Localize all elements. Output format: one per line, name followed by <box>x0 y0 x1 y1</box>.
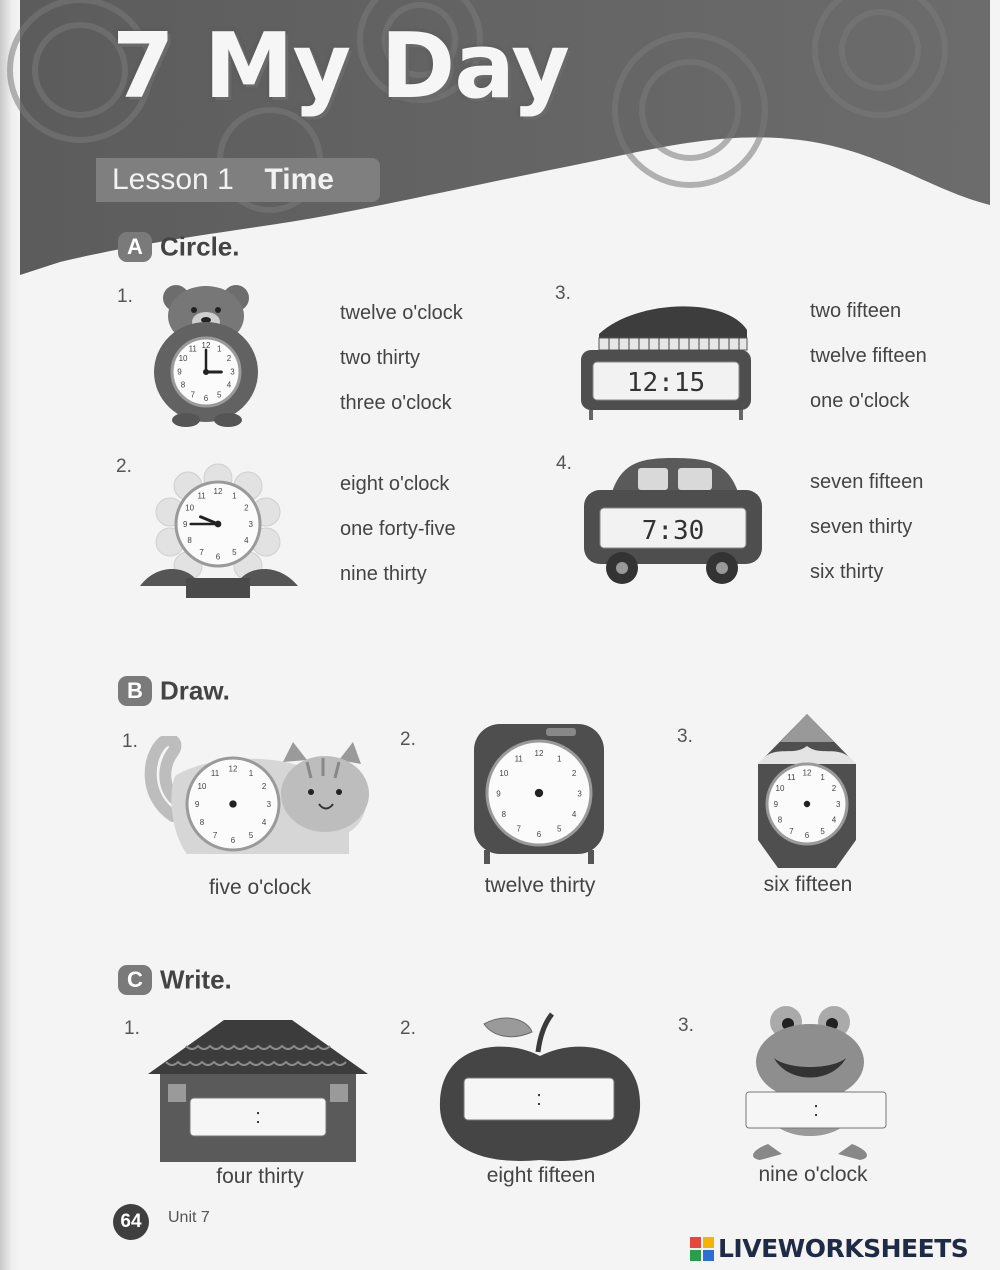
clock-numeral: 1 <box>232 491 237 501</box>
a3-option-2[interactable]: twelve fifteen <box>810 345 927 367</box>
a4-option-1[interactable]: seven fifteen <box>810 471 924 493</box>
clock-numeral: 2 <box>226 354 232 364</box>
clock-numeral: 3 <box>835 799 841 809</box>
c1-caption: four thirty <box>216 1165 304 1188</box>
clock-numeral: 4 <box>226 380 232 390</box>
clock-numeral: 3 <box>266 800 272 810</box>
clock-numeral: 7 <box>789 826 794 836</box>
b1-number: 1. <box>122 731 138 752</box>
clock-numeral: 6 <box>804 831 810 840</box>
clock-numeral: 10 <box>775 784 785 794</box>
clock-numeral: 2 <box>831 784 837 794</box>
b2-number: 2. <box>400 729 416 750</box>
lesson-prefix: Lesson <box>112 163 209 196</box>
clock-numeral: 10 <box>185 503 195 513</box>
c3-blank-wrap <box>738 1004 894 1164</box>
c3-time-blank[interactable]: : <box>813 1099 819 1121</box>
car-clock-illustration <box>582 454 766 588</box>
a1-number: 1. <box>117 286 133 307</box>
clock-numeral: 12 <box>228 764 238 774</box>
cat-clock-illustration[interactable] <box>143 736 373 864</box>
clock-numeral: 5 <box>232 548 237 558</box>
clock-numeral: 8 <box>501 809 507 819</box>
b2-caption: twelve thirty <box>484 874 596 897</box>
c3-caption: nine o'clock <box>758 1163 868 1186</box>
clock-numeral: 4 <box>261 818 267 828</box>
clock-numeral: 7 <box>212 831 218 841</box>
clock-numeral: 1 <box>820 772 825 782</box>
a4-number: 4. <box>556 453 572 474</box>
c2-blank-wrap <box>436 1012 646 1164</box>
clock-numeral: 12 <box>534 748 544 758</box>
clock-numeral: 6 <box>536 830 542 840</box>
clock-numeral: 10 <box>178 354 188 364</box>
clock-center-dot <box>535 789 543 797</box>
liveworksheets-logo-icon <box>690 1237 714 1261</box>
clock-numeral: 5 <box>217 390 222 400</box>
a4-digital-display: 7:30 <box>641 516 705 546</box>
square-clock-illustration[interactable] <box>470 720 608 868</box>
unit-title <box>112 14 569 119</box>
a2-option-1[interactable]: eight o'clock <box>340 473 450 495</box>
clock-numeral: 9 <box>183 519 188 529</box>
section-b-heading <box>118 674 230 707</box>
clock-numeral: 4 <box>244 536 249 546</box>
clock-numeral: 3 <box>577 789 582 799</box>
bear-clock-illustration <box>150 282 265 432</box>
b3-caption: six fifteen <box>763 873 853 896</box>
c3-number: 3. <box>678 1015 694 1036</box>
clock-numeral: 11 <box>188 344 197 354</box>
clock-numeral: 11 <box>197 491 206 501</box>
clock-numeral: 6 <box>230 836 236 846</box>
piano-clock-illustration <box>575 294 755 422</box>
section-a-badge: A <box>118 232 152 262</box>
analog-clock-face <box>187 758 279 850</box>
clock-numeral: 11 <box>787 772 796 782</box>
a4-option-3[interactable]: six thirty <box>810 561 884 583</box>
section-c-badge: C <box>118 965 152 995</box>
a2-option-2[interactable]: one forty-five <box>340 518 456 540</box>
clock-numeral: 8 <box>199 818 205 828</box>
clock-numeral: 8 <box>180 380 186 390</box>
c1-number: 1. <box>124 1018 140 1039</box>
lesson-topic: Time <box>264 163 334 196</box>
c1-blank-wrap <box>146 1016 370 1164</box>
clock-numeral: 1 <box>248 769 254 779</box>
flower-clock-illustration <box>138 462 303 602</box>
clock-center-dot <box>804 801 810 807</box>
clock-numeral: 6 <box>203 393 209 403</box>
b3-number: 3. <box>677 726 693 747</box>
lesson-number: 1 <box>217 163 234 196</box>
analog-clock-face <box>172 338 240 406</box>
section-a-heading <box>118 230 240 263</box>
clock-numeral: 7 <box>516 824 521 834</box>
clock-numeral: 11 <box>210 769 220 779</box>
analog-clock-face <box>767 764 847 844</box>
clock-numeral: 2 <box>244 503 249 513</box>
clock-numeral: 5 <box>248 831 254 841</box>
pencil-clock-illustration[interactable] <box>752 712 862 872</box>
unit-number: 7 <box>112 14 174 119</box>
clock-numeral: 9 <box>773 799 779 809</box>
clock-center-dot <box>229 800 236 807</box>
clock-numeral: 2 <box>261 782 267 792</box>
a3-option-3[interactable]: one o'clock <box>810 390 910 412</box>
clock-numeral: 12 <box>802 768 812 778</box>
clock-numeral: 9 <box>177 367 182 377</box>
clock-numeral: 12 <box>213 487 223 497</box>
a3-option-1[interactable]: two fifteen <box>810 300 902 322</box>
a2-number: 2. <box>116 456 132 477</box>
clock-numeral: 4 <box>571 809 577 819</box>
clock-numeral: 7 <box>199 548 204 558</box>
clock-numeral: 1 <box>557 754 562 764</box>
analog-clock-face <box>487 741 591 845</box>
page-number-badge: 64 <box>113 1204 149 1240</box>
c2-number: 2. <box>400 1018 416 1039</box>
clock-numeral: 4 <box>831 815 837 825</box>
clock-center-dot <box>215 521 222 528</box>
clock-numeral: 5 <box>820 826 825 836</box>
section-b-title: Draw. <box>160 675 230 706</box>
c2-time-blank[interactable]: : <box>536 1088 542 1110</box>
liveworksheets-wordmark: LIVEWORKSHEETS <box>718 1234 969 1263</box>
section-a-title: Circle. <box>160 231 240 262</box>
clock-numeral: 5 <box>557 824 562 834</box>
clock-numeral: 3 <box>230 367 235 377</box>
a1-option-2[interactable]: two thirty <box>340 347 421 369</box>
b1-caption: five o'clock <box>208 876 312 899</box>
a2-option-3[interactable]: nine thirty <box>340 563 427 585</box>
clock-numeral: 9 <box>496 789 501 799</box>
clock-numeral: 7 <box>190 390 195 400</box>
a1-option-1[interactable]: twelve o'clock <box>340 302 463 324</box>
lesson-label <box>96 158 380 202</box>
a3-number: 3. <box>555 283 571 304</box>
clock-numeral: 11 <box>514 754 523 764</box>
clock-numeral: 8 <box>777 815 783 825</box>
clock-numeral: 6 <box>215 552 221 562</box>
a1-option-3[interactable]: three o'clock <box>340 392 452 414</box>
clock-numeral: 10 <box>197 782 207 792</box>
clock-numeral: 1 <box>217 344 222 354</box>
section-c-title: Write. <box>160 964 232 995</box>
clock-numeral: 8 <box>187 536 192 546</box>
section-c-heading <box>118 963 232 996</box>
a4-option-2[interactable]: seven thirty <box>810 516 913 538</box>
clock-numeral: 12 <box>201 340 211 350</box>
a3-digital-display: 12:15 <box>626 368 706 398</box>
clock-center-dot <box>203 369 209 375</box>
c2-caption: eight fifteen <box>486 1164 596 1187</box>
clock-numeral: 10 <box>499 769 509 779</box>
analog-clock-face <box>176 482 260 566</box>
c1-time-blank[interactable]: : <box>255 1106 261 1128</box>
footer-unit-label: Unit 7 <box>168 1209 210 1226</box>
unit-name: My Day <box>203 14 569 119</box>
clock-numeral: 3 <box>248 519 253 529</box>
section-b-badge: B <box>118 676 152 706</box>
clock-numeral: 2 <box>571 769 577 779</box>
liveworksheets-logo <box>690 1234 968 1262</box>
clock-numeral: 9 <box>194 800 200 810</box>
